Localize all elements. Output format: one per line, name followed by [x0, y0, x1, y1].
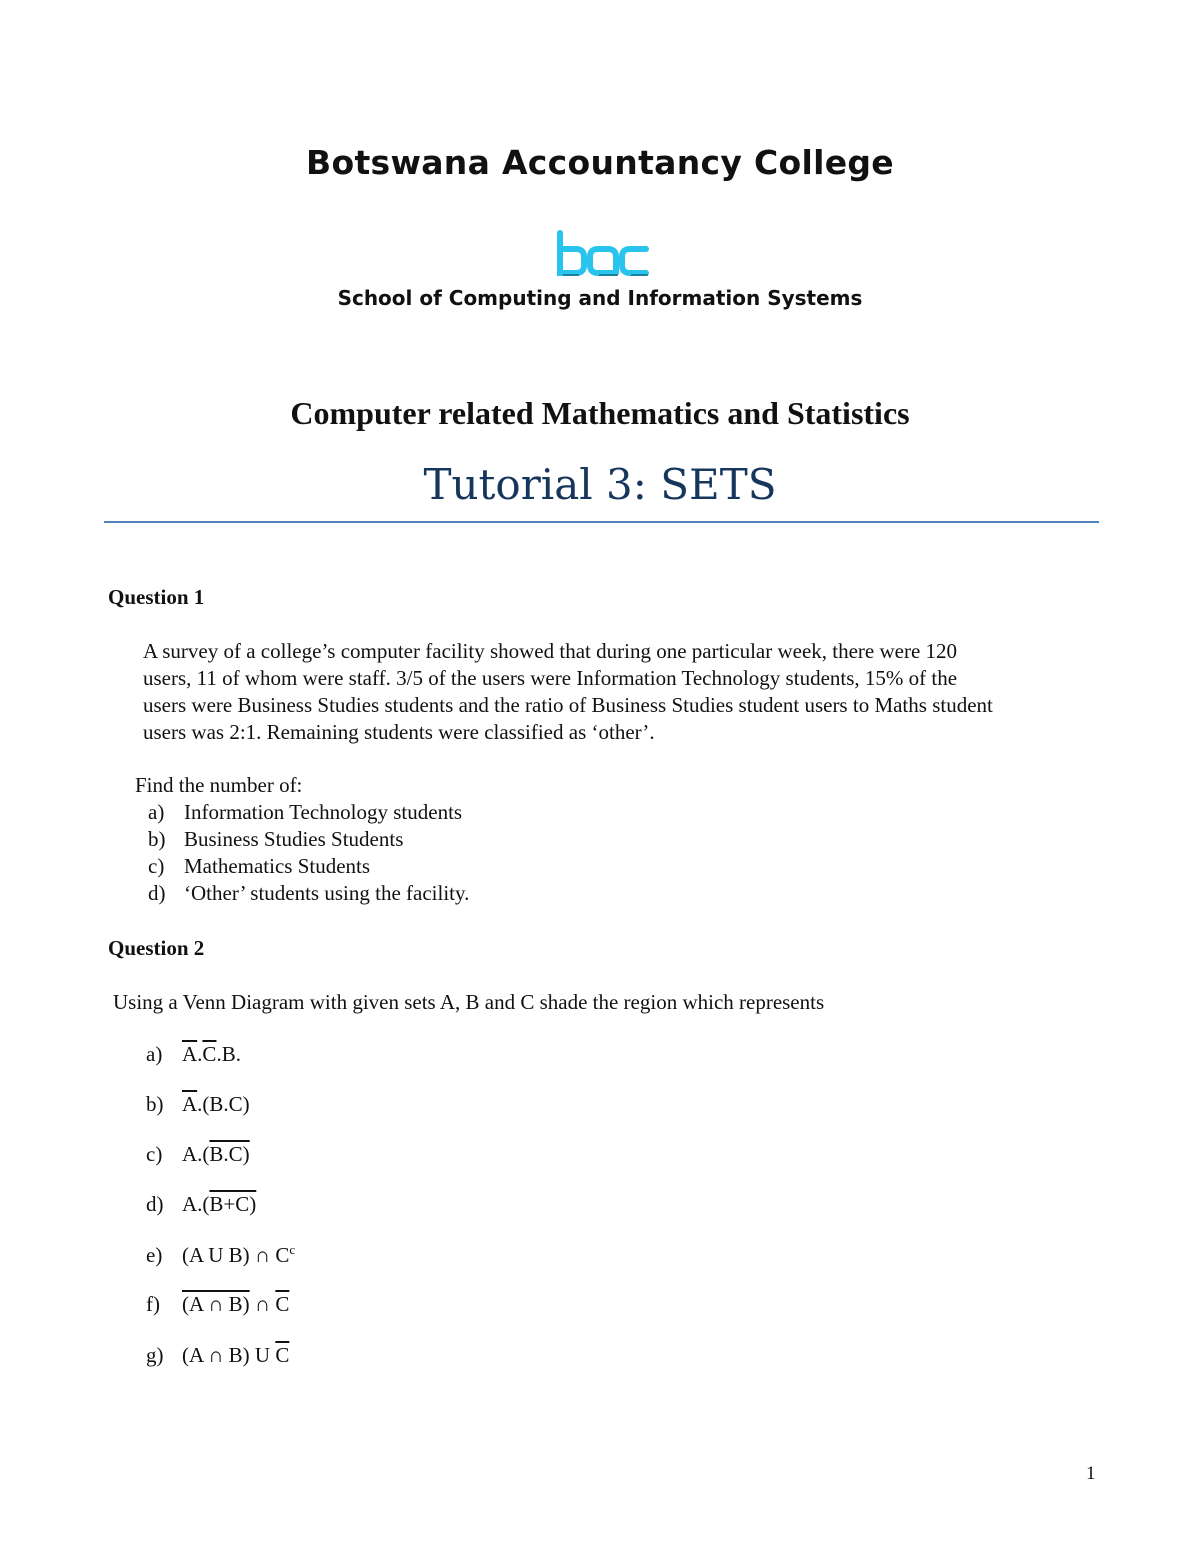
set-expression: .(B.C)	[197, 1092, 250, 1116]
item-text: ‘Other’ students using the facility.	[184, 881, 470, 905]
set-expression: ∩	[249, 1292, 276, 1316]
question-2-item-a	[146, 1042, 241, 1067]
question-1-item-b	[148, 827, 403, 852]
set-expression: .	[197, 1042, 203, 1066]
question-1-line: users, 11 of whom were staff. 3/5 of the users were Information Technology students, 15% of the	[143, 666, 958, 690]
question-2-item-c	[146, 1142, 250, 1167]
set-expression-negated: $\overline{A}$	[182, 1092, 198, 1116]
item-text: Information Technology students	[184, 800, 463, 824]
set-expression: (A ∩ B) U	[182, 1343, 276, 1367]
question-2-item-f	[146, 1292, 289, 1317]
set-expression-negated: $\overline{C}$	[202, 1042, 217, 1066]
question-2-item-g	[146, 1343, 289, 1368]
question-2-item-e	[146, 1242, 295, 1268]
item-text: Mathematics Students	[184, 854, 371, 878]
question-2-item-b	[146, 1092, 250, 1117]
question-1-item-a	[148, 800, 462, 825]
item-label: d)	[148, 881, 166, 905]
item-text: Business Studies Students	[184, 827, 404, 851]
school-name: School of Computing and Information Systems	[337, 286, 863, 310]
question-1-item-d	[148, 881, 469, 906]
bac-logo	[554, 229, 650, 283]
question-1-item-c	[148, 854, 370, 879]
item-label: e)	[146, 1243, 163, 1267]
complement-superscript: c	[289, 1242, 296, 1257]
item-label: b)	[148, 827, 166, 851]
question-1-line: users was 2:1. Remaining students were classified as ‘other’.	[143, 720, 655, 744]
set-expression: .B.	[216, 1042, 241, 1066]
set-expression: (A U B) ∩ C	[182, 1243, 290, 1267]
title-divider	[104, 521, 1099, 523]
question-1-line: users were Business Studies students and the ratio of Business Studies student users to Maths student	[143, 693, 993, 717]
set-expression-negated: $\overline{C}$	[275, 1343, 290, 1367]
course-title: Computer related Mathematics and Statistics	[290, 395, 910, 431]
item-label: a)	[146, 1042, 163, 1066]
question-1-line: A survey of a college’s computer facility showed that during one particular week, there were 120	[143, 639, 958, 663]
item-label: b)	[146, 1092, 164, 1116]
item-label: c)	[146, 1142, 163, 1166]
college-name: Botswana Accountancy College	[306, 143, 894, 182]
page-number: 1	[1086, 1463, 1096, 1484]
question-2-prompt: Using a Venn Diagram with given sets A, B and C shade the region which represents	[113, 990, 825, 1014]
question-2-item-d	[146, 1192, 256, 1217]
question-2-heading: Question 2	[108, 936, 205, 960]
item-label: g)	[146, 1343, 164, 1367]
item-label: d)	[146, 1192, 164, 1216]
question-1-text	[143, 638, 1113, 746]
set-expression: A.(	[182, 1192, 210, 1216]
item-label: c)	[148, 854, 165, 878]
set-expression-negated: $\overline{A}$	[182, 1042, 198, 1066]
item-label: f)	[146, 1292, 160, 1316]
tutorial-title: Tutorial 3: SETS	[423, 460, 777, 509]
item-label: a)	[148, 800, 165, 824]
set-expression-negated: B.C)	[209, 1142, 250, 1166]
set-expression: A.(	[182, 1142, 210, 1166]
set-expression-negated: (A ∩ B)	[182, 1292, 250, 1316]
question-1-prompt: Find the number of:	[135, 773, 303, 797]
set-expression-negated: B+C)	[209, 1192, 257, 1216]
question-1-heading: Question 1	[108, 585, 205, 609]
set-expression-negated: $\overline{C}$	[275, 1292, 290, 1316]
